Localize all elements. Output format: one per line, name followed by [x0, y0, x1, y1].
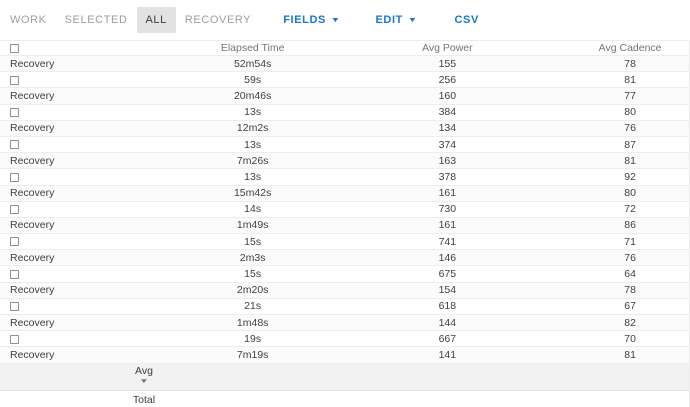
row-checkbox-cell [0, 236, 182, 248]
table-row[interactable] [0, 169, 689, 185]
avg-cadence-cell: 81 [624, 154, 636, 167]
row-checkbox[interactable] [10, 237, 19, 246]
avg-power-cell: 146 [438, 251, 457, 264]
elapsed-time-cell: 12m2s [236, 122, 269, 135]
row-checkbox[interactable] [10, 76, 19, 85]
elapsed-time-cell: 20m46s [233, 89, 272, 102]
avg-power-cell: 256 [438, 73, 457, 86]
row-label: Recovery [10, 154, 55, 167]
aggregate-select-value: Avg [135, 364, 153, 377]
avg-cadence-cell: 76 [624, 251, 636, 264]
avg-cadence-cell: 92 [624, 170, 636, 183]
elapsed-time-cell: 7m26s [236, 154, 269, 167]
chevron-down-icon: ▼ [407, 16, 418, 24]
elapsed-time-cell: 1m49s [236, 219, 269, 232]
table-row[interactable] [0, 234, 689, 250]
row-label: Recovery [10, 284, 55, 297]
avg-power-cell: 161 [438, 219, 457, 232]
row-checkbox-cell [0, 74, 182, 86]
toolbar [0, 0, 690, 40]
row-label: Recovery [10, 348, 55, 361]
elapsed-time-cell: 15s [244, 235, 262, 248]
row-checkbox-cell [0, 268, 182, 280]
avg-power-cell: 163 [438, 154, 457, 167]
row-label: Recovery [10, 89, 55, 102]
avg-power-cell: 160 [438, 89, 457, 102]
row-checkbox[interactable] [10, 108, 19, 117]
avg-power-cell: 384 [438, 106, 457, 119]
avg-cadence-cell: 72 [624, 203, 636, 216]
fields-menu-button[interactable] [277, 7, 345, 33]
avg-power-cell: 730 [438, 203, 457, 216]
avg-power-cell: 675 [438, 268, 457, 281]
avg-cadence-cell: 76 [624, 122, 636, 135]
interval-rows [0, 56, 689, 364]
avg-power-cell: 374 [438, 138, 457, 151]
avg-power-cell: 378 [438, 170, 457, 183]
elapsed-time-cell: 1m48s [236, 316, 269, 329]
row-checkbox[interactable] [10, 302, 19, 311]
avg-cadence-cell: 64 [624, 268, 636, 281]
table-row[interactable] [0, 202, 689, 218]
avg-cadence-cell: 82 [624, 316, 636, 329]
row-checkbox[interactable] [10, 335, 19, 344]
row-checkbox-cell [0, 300, 182, 312]
table-row[interactable] [0, 56, 689, 72]
avg-power-cell: 144 [438, 316, 457, 329]
avg-power-cell: 161 [438, 187, 457, 200]
avg-cadence-cell: 78 [624, 57, 636, 70]
table-row[interactable] [0, 283, 689, 299]
column-header-avg-power: Avg Power [422, 42, 473, 54]
edit-menu-button[interactable] [369, 7, 422, 33]
total-row [0, 391, 689, 407]
table-row[interactable] [0, 218, 689, 234]
elapsed-time-cell: 59s [244, 73, 262, 86]
row-label: Recovery [10, 57, 55, 70]
column-header-avg-cadence: Avg Cadence [598, 42, 662, 54]
avg-power-cell: 154 [438, 284, 457, 297]
elapsed-time-cell: 15s [244, 268, 262, 281]
select-all-cell [0, 42, 182, 54]
chevron-down-icon: ▼ [330, 16, 341, 24]
table-row[interactable] [0, 137, 689, 153]
elapsed-time-cell: 2m20s [236, 284, 269, 297]
elapsed-time-cell: 13s [244, 138, 262, 151]
table-row[interactable] [0, 266, 689, 282]
row-checkbox[interactable] [10, 173, 19, 182]
avg-power-cell: 618 [438, 300, 457, 313]
avg-cadence-cell: 70 [624, 332, 636, 345]
tab-selected[interactable]: SELECTED [64, 14, 128, 26]
row-checkbox-cell [0, 139, 182, 151]
elapsed-time-cell: 13s [244, 170, 262, 183]
row-checkbox-cell [0, 106, 182, 118]
avg-cadence-cell: 80 [624, 187, 636, 200]
total-label: Total [132, 393, 156, 406]
avg-power-cell: 667 [438, 332, 457, 345]
table-row[interactable] [0, 153, 689, 169]
edit-menu-label: EDIT [375, 14, 403, 26]
avg-cadence-cell: 81 [624, 73, 636, 86]
row-label: Recovery [10, 219, 55, 232]
table-row[interactable] [0, 347, 689, 363]
table-row[interactable] [0, 186, 689, 202]
table-row[interactable] [0, 72, 689, 88]
row-label: Recovery [10, 122, 55, 135]
elapsed-time-cell: 15m42s [233, 187, 272, 200]
elapsed-time-cell: 2m3s [239, 251, 266, 264]
avg-cadence-cell: 80 [624, 106, 636, 119]
csv-button-label: CSV [454, 14, 479, 26]
row-label: Recovery [10, 187, 55, 200]
elapsed-time-cell: 19s [244, 332, 262, 345]
row-label: Recovery [10, 251, 55, 264]
avg-cadence-cell: 78 [624, 284, 636, 297]
avg-power-cell: 141 [438, 348, 457, 361]
avg-cadence-cell: 81 [624, 348, 636, 361]
table-row[interactable] [0, 331, 689, 347]
aggregate-select[interactable] [114, 366, 174, 386]
table-row[interactable] [0, 88, 689, 104]
avg-cadence-cell: 87 [624, 138, 636, 151]
row-checkbox[interactable] [10, 270, 19, 279]
row-checkbox[interactable] [10, 205, 19, 214]
elapsed-time-cell: 13s [244, 106, 262, 119]
elapsed-time-cell: 14s [244, 203, 262, 216]
avg-power-cell: 741 [438, 235, 457, 248]
tab-recovery[interactable]: RECOVERY [184, 14, 252, 26]
row-checkbox[interactable] [10, 140, 19, 149]
table-row[interactable] [0, 315, 689, 331]
elapsed-time-cell: 21s [244, 300, 262, 313]
table-row[interactable] [0, 299, 689, 315]
row-checkbox-cell [0, 333, 182, 345]
select-all-checkbox[interactable] [10, 44, 19, 53]
avg-cadence-cell: 86 [624, 219, 636, 232]
column-header-elapsed-time: Elapsed Time [220, 42, 285, 54]
avg-cadence-cell: 77 [624, 89, 636, 102]
intervals-table [0, 40, 690, 407]
table-row[interactable] [0, 250, 689, 266]
chevron-down-icon: ▼ [139, 378, 149, 386]
table-row[interactable] [0, 121, 689, 137]
elapsed-time-cell: 7m19s [236, 348, 269, 361]
summary-bar [0, 364, 689, 391]
elapsed-time-cell: 52m54s [233, 57, 272, 70]
avg-power-cell: 155 [438, 57, 457, 70]
row-checkbox-cell [0, 203, 182, 215]
tab-all[interactable]: ALL [137, 7, 176, 33]
avg-cadence-cell: 71 [624, 235, 636, 248]
tab-work[interactable]: WORK [10, 14, 47, 26]
row-label: Recovery [10, 316, 55, 329]
csv-button[interactable] [448, 7, 484, 33]
table-row[interactable] [0, 105, 689, 121]
row-checkbox-cell [0, 171, 182, 183]
fields-menu-label: FIELDS [283, 14, 326, 26]
avg-power-cell: 134 [438, 122, 457, 135]
avg-cadence-cell: 67 [624, 300, 636, 313]
table-header-row [0, 41, 689, 56]
